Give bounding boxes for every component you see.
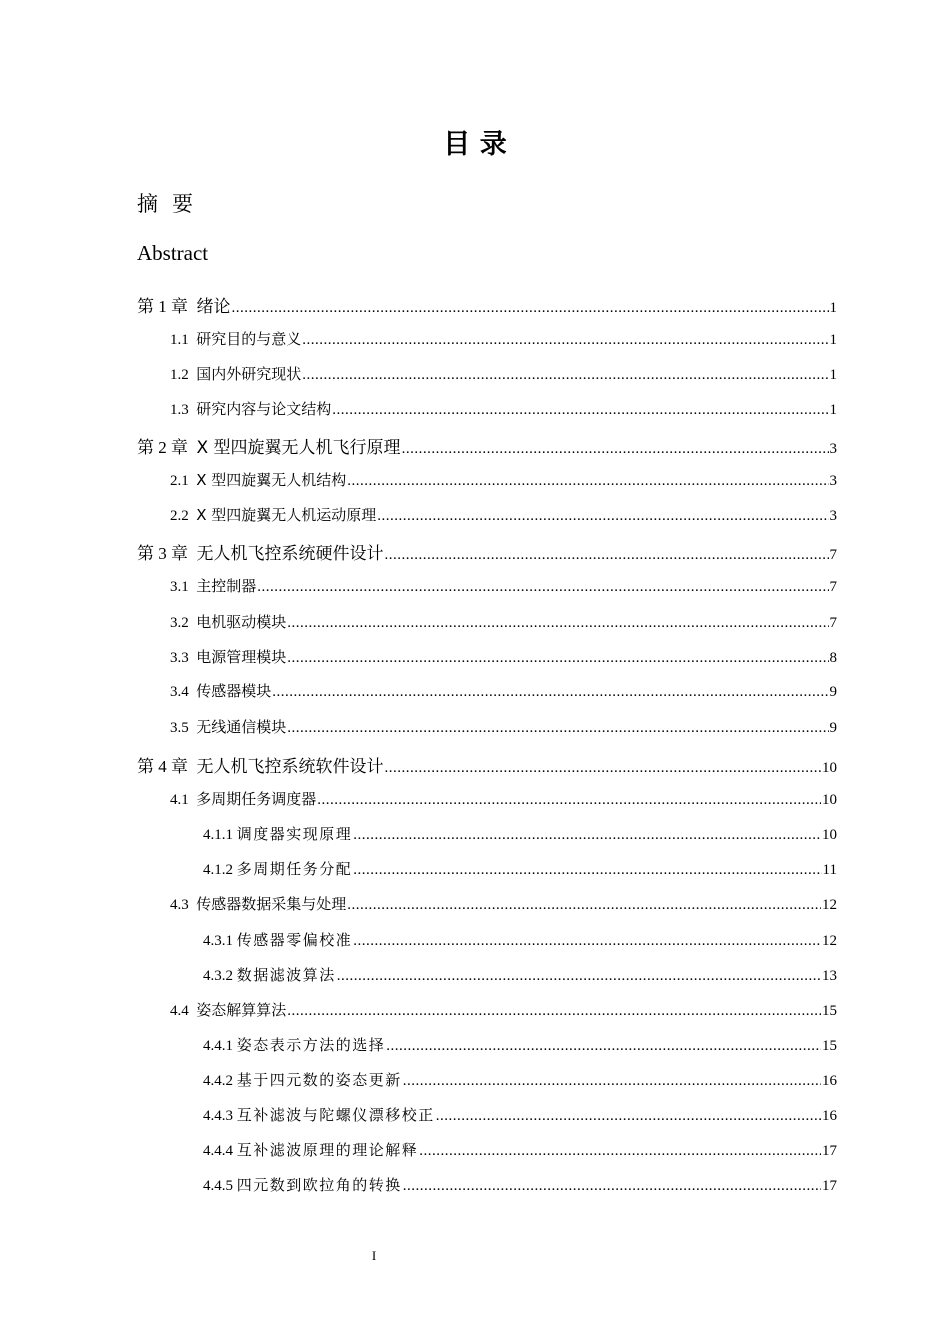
toc-entry-number: 3.5 [170, 720, 189, 736]
toc-entry[interactable] [203, 929, 837, 950]
toc-entry-label [170, 999, 286, 1020]
toc-entry-title: 传感器数据采集与处理 [196, 895, 347, 913]
dot-leader [302, 367, 828, 384]
toc-entry-title: 多周期任务分配 [236, 860, 353, 878]
toc-page-number: 7 [829, 615, 837, 631]
toc-entry-number: 4.1 [170, 792, 189, 808]
toc-page-number: 8 [829, 650, 837, 666]
toc-page-number: 3 [829, 473, 837, 489]
toc-entry-number: 4.4.3 [203, 1108, 233, 1124]
toc-page-number: 10 [822, 827, 837, 843]
toc-entry[interactable] [170, 680, 837, 701]
dot-leader [386, 1038, 821, 1055]
toc-page-number: 1 [829, 300, 837, 316]
toc-entry-number: 4.4.5 [203, 1178, 233, 1194]
toc-entry-title: 四元数到欧拉角的转换 [236, 1176, 402, 1194]
toc-entry-title: 无线通信模块 [196, 718, 287, 736]
toc-entry[interactable] [137, 539, 837, 564]
toc-entry-title: 传感器零偏校准 [236, 931, 353, 949]
toc-entry[interactable] [170, 328, 837, 349]
toc-entry[interactable] [203, 1139, 837, 1160]
toc-entry-number: 1.2 [170, 367, 189, 383]
toc-entry-title: X 型四旋翼无人机运动原理 [196, 506, 377, 524]
toc-page-number: 13 [822, 968, 837, 984]
toc-entry-number: 4.3.2 [203, 968, 233, 984]
toc-entry-title: 主控制器 [196, 577, 257, 595]
toc-entry-label [170, 398, 331, 419]
toc-entry[interactable] [137, 292, 837, 317]
toc-entry-label [170, 646, 286, 667]
dot-leader [302, 332, 828, 349]
toc-entry[interactable] [170, 363, 837, 384]
toc-entry-title: X 型四旋翼无人机结构 [196, 471, 347, 489]
dot-leader [403, 1178, 821, 1195]
toc-page-number: 16 [822, 1073, 837, 1089]
toc-entry-number: 第 3 章 [137, 544, 188, 563]
toc-page-number: 7 [829, 547, 837, 563]
toc-entry[interactable] [203, 1069, 837, 1090]
toc-entry-number: 第 2 章 [137, 438, 188, 457]
toc-entry[interactable] [170, 398, 837, 419]
toc-page-number: 10 [822, 760, 837, 776]
toc-page-number: 3 [829, 508, 837, 524]
dot-leader [353, 933, 821, 950]
toc-entry-label [170, 611, 286, 632]
toc-entry-number: 第 1 章 [137, 297, 188, 316]
toc-page-number: 9 [829, 720, 837, 736]
dot-leader [385, 760, 822, 777]
toc-entry[interactable] [170, 469, 837, 490]
toc-entry[interactable] [170, 646, 837, 667]
toc-entry-label [170, 716, 286, 737]
dot-leader [272, 684, 828, 701]
dot-leader [353, 827, 821, 844]
toc-entry[interactable] [203, 1104, 837, 1125]
dot-leader [436, 1108, 821, 1125]
toc-entry-number: 4.4.2 [203, 1073, 233, 1089]
toc-entry-label [170, 363, 301, 384]
toc-entry-number: 4.4.4 [203, 1143, 233, 1159]
toc-entry-number: 1.1 [170, 332, 189, 348]
toc-page-number: 7 [829, 579, 837, 595]
toc-page-number: 17 [822, 1143, 837, 1159]
dot-leader [337, 968, 821, 985]
toc-page-number: 16 [822, 1108, 837, 1124]
abstract-en-heading: Abstract [137, 241, 209, 265]
toc-entry-title: 国内外研究现状 [196, 365, 302, 383]
toc-entry-title: 无人机飞控系统软件设计 [196, 757, 384, 777]
toc-entry-title: 调度器实现原理 [236, 825, 353, 843]
toc-entry-label [137, 433, 401, 458]
abstract-zh-heading: 摘要 [137, 192, 207, 216]
toc-page-number: 1 [829, 402, 837, 418]
dot-leader [353, 862, 821, 879]
toc-entry-label [170, 328, 301, 349]
toc-entry-label [137, 292, 231, 317]
dot-leader [332, 402, 828, 419]
toc-entry-title: 电源管理模块 [196, 648, 287, 666]
toc-entry-number: 4.1.1 [203, 827, 233, 843]
toc-entry-label [203, 1174, 402, 1195]
toc-entry[interactable] [170, 611, 837, 632]
page-title: 目 录 [443, 129, 507, 160]
toc-entry-title: 电机驱动模块 [196, 613, 287, 631]
toc-entry-number: 1.3 [170, 402, 189, 418]
toc-entry-number: 4.4 [170, 1003, 189, 1019]
toc-entry-label [170, 504, 376, 525]
toc-entry-label [203, 858, 352, 879]
toc-page-number: 15 [822, 1038, 837, 1054]
toc-entry-title: 无人机飞控系统硬件设计 [196, 544, 384, 564]
page-number: I [371, 1248, 377, 1263]
toc-entry-label [170, 469, 346, 490]
toc-entry-label [203, 1104, 435, 1125]
toc-entry-title: 传感器模块 [196, 682, 272, 700]
toc-entry[interactable] [137, 433, 837, 458]
dot-leader [287, 720, 828, 737]
toc-entry[interactable] [203, 1174, 837, 1195]
toc-entry-label [137, 539, 384, 564]
toc-entry-label [170, 575, 256, 596]
dot-leader [287, 615, 828, 632]
toc-entry[interactable] [170, 575, 837, 596]
dot-leader [257, 579, 828, 596]
toc-entry-label [203, 1139, 418, 1160]
toc-entry-number: 4.3 [170, 897, 189, 913]
dot-leader [402, 441, 829, 458]
toc-entry-title: 多周期任务调度器 [196, 790, 317, 808]
toc-entry-title: 绪论 [196, 297, 231, 317]
toc-entry-number: 3.1 [170, 579, 189, 595]
toc-entry[interactable] [170, 999, 837, 1020]
toc-entry-number: 2.2 [170, 508, 189, 524]
toc-entry-title: 研究目的与意义 [196, 330, 302, 348]
dot-leader [347, 473, 828, 490]
toc-entry-label [203, 964, 336, 985]
toc-entry-title: 互补滤波原理的理论解释 [236, 1141, 419, 1159]
toc-entry-number: 4.3.1 [203, 933, 233, 949]
dot-leader [232, 300, 829, 317]
toc-entry[interactable] [170, 716, 837, 737]
toc-entry[interactable] [170, 893, 837, 914]
toc-page-number: 10 [822, 792, 837, 808]
toc-page-number: 12 [822, 933, 837, 949]
toc-entry-label [170, 893, 346, 914]
toc-page-number: 17 [822, 1178, 837, 1194]
dot-leader [287, 650, 828, 667]
toc-entry-title: 姿态解算算法 [196, 1001, 287, 1019]
dot-leader [347, 897, 821, 914]
toc-entry-label [170, 680, 271, 701]
toc-entry[interactable] [170, 788, 837, 809]
dot-leader [385, 547, 829, 564]
toc-page-number: 1 [829, 367, 837, 383]
toc-page-number: 11 [822, 862, 837, 878]
toc-entry-number: 3.3 [170, 650, 189, 666]
toc-page-number: 12 [822, 897, 837, 913]
toc-entry-number: 4.4.1 [203, 1038, 233, 1054]
toc-entry-label [203, 929, 352, 950]
toc-entry-label [170, 788, 316, 809]
toc-entry-title: 互补滤波与陀螺仪漂移校正 [236, 1106, 435, 1124]
toc-entry[interactable] [137, 752, 837, 777]
toc-entry-number: 3.2 [170, 615, 189, 631]
toc-entry-title: 基于四元数的姿态更新 [236, 1071, 402, 1089]
toc-entry-number: 3.4 [170, 684, 189, 700]
toc-entry[interactable] [203, 823, 837, 844]
toc-entry-title: X 型四旋翼无人机飞行原理 [196, 438, 401, 458]
dot-leader [403, 1073, 821, 1090]
toc-entry[interactable] [203, 858, 837, 879]
dot-leader [317, 792, 821, 809]
toc-entry-title: 研究内容与论文结构 [196, 400, 332, 418]
toc-entry-label [203, 823, 352, 844]
toc-entry-label [203, 1034, 385, 1055]
toc-entry-number: 4.1.2 [203, 862, 233, 878]
toc-entry[interactable] [203, 964, 837, 985]
toc-entry-label [203, 1069, 402, 1090]
toc-entry-number: 2.1 [170, 473, 189, 489]
toc-entry-number: 第 4 章 [137, 757, 188, 776]
toc-entry[interactable] [203, 1034, 837, 1055]
toc-page-number: 15 [822, 1003, 837, 1019]
toc-entry-label [137, 752, 384, 777]
toc-entry[interactable] [170, 504, 837, 525]
toc-page-number: 1 [829, 332, 837, 348]
dot-leader [377, 508, 828, 525]
toc-entry-title: 数据滤波算法 [236, 966, 336, 984]
toc-page-number: 9 [829, 684, 837, 700]
toc-page-number: 3 [829, 441, 837, 457]
toc-entry-title: 姿态表示方法的选择 [236, 1036, 386, 1054]
dot-leader [419, 1143, 821, 1160]
dot-leader [287, 1003, 821, 1020]
